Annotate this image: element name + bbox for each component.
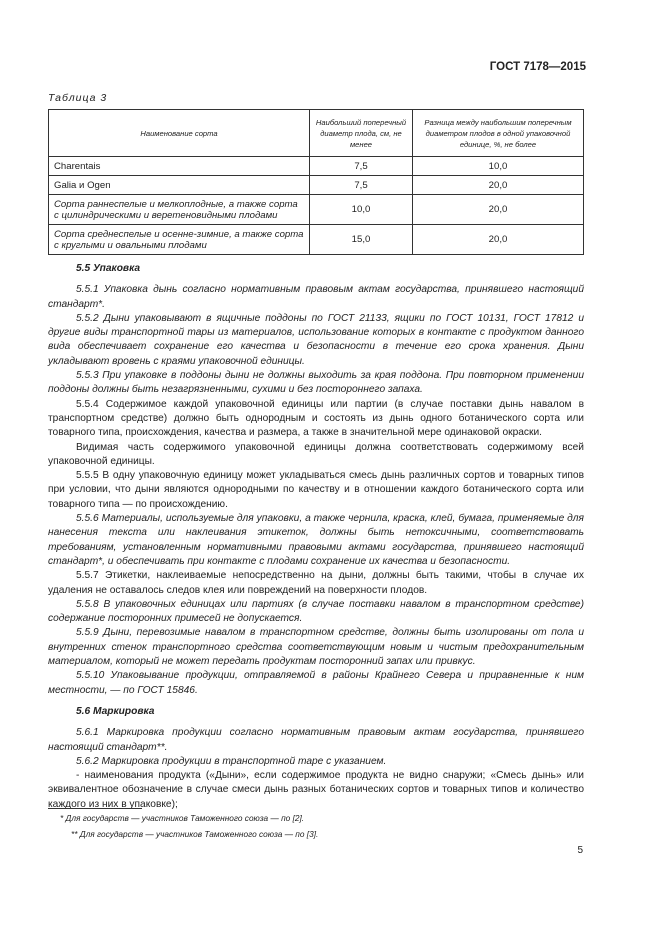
cell-variety: Galia и Ogen (49, 176, 310, 195)
paragraph-5-5-7: 5.5.7 Этикетки, наклеиваемые непосредственно на дыни, должны быть такими, чтобы в случае их удаления не оставалось следов клея или повреждений на поверхности плодов. (48, 570, 584, 596)
document-body (48, 262, 584, 812)
footnote-2: ** Для государств — участников Таможенного союза — по [3]. (71, 829, 319, 839)
paragraph-5-5-6: 5.5.6 Материалы, используемые для упаковки, а также чернила, краска, клей, бумага, применяемые для нанесения текста или наклеивания этикеток, должны быть нетоксичными, соответствовать требованиям, установленным нормативными правовыми актами государства, принявшего настоящий стандарт*, и обеспечивать при контакте с плодами сохранение их качества и безопасности. (48, 513, 584, 567)
section-title-marking: 5.6 Маркировка (76, 705, 155, 717)
paragraph-5-5-8: 5.5.8 В упаковочных единицах или партиях (в случае поставки навалом в транспортном средстве) содержание посторонних примесей не допускается. (48, 598, 584, 625)
document-id: ГОСТ 7178—2015 (489, 61, 586, 73)
col-header-diameter: Наибольший поперечный диаметр плода, см, не менее (310, 110, 413, 157)
paragraph-5-5-2: 5.5.2 Дыни упаковывают в ящичные поддоны по ГОСТ 21133, ящики по ГОСТ 10131, ГОСТ 17812 и другие виды транспортной тары из материалов, использование которых в контакте с продуктом данного вида обеспечивает сохранение его качества и безопасности в течение его срока хранения. Дыни укладывают вровень с краями упаковочной единицы. (48, 312, 584, 367)
paragraph-5-6-2-item: - наименования продукта («Дыни», если содержимое продукта не видно снаружи; «Смесь дынь» или эквивалентное обозначение в случае смеси дынь разных ботанических сортов и товарных типов и количество каждого из них в упаковке); (48, 770, 584, 810)
cell-variety: Charentais (49, 157, 310, 176)
cell-difference: 20,0 (413, 225, 584, 255)
table-row (49, 176, 584, 195)
paragraph-5-5-10: 5.5.10 Упаковывание продукции, отправляемой в районы Крайнего Севера и приравненные к ним местности, — по ГОСТ 15846. (48, 670, 584, 696)
table-row (49, 225, 584, 255)
paragraph-5-5-4-visible: Видимая часть содержимого упаковочной единицы должна соответствовать содержимому всей упаковочной единицы. (48, 441, 584, 467)
cell-difference: 20,0 (413, 195, 584, 225)
col-header-variety: Наименование сорта (49, 110, 310, 157)
footnote-1: * Для государств — участников Таможенного союза — по [2]. (60, 813, 305, 823)
section-title-packaging: 5.5 Упаковка (76, 263, 141, 274)
cell-difference: 10,0 (413, 157, 584, 176)
footnote-separator (48, 808, 142, 809)
paragraph-5-5-4: 5.5.4 Содержимое каждой упаковочной единицы или партии (в случае поставки дынь навалом в транспортном средстве) должно быть однородным и состоять из дынь одного ботанического сорта или товарного типа, происхождения, качества и размера, а также в значительной мере одинаковой окраски. (48, 398, 584, 439)
page-number: 5 (577, 845, 583, 856)
cell-diameter: 15,0 (310, 225, 413, 255)
table-header-row (49, 110, 584, 157)
cell-variety: Сорта среднеспелые и осенне-зимние, а также сорта с круглыми и овальными плодами (49, 225, 310, 255)
paragraph-5-5-3: 5.5.3 При упаковке в поддоны дыни не должны выходить за края поддона. При повторном применении поддоны должны быть незагрязненными, сухими и без постороннего запаха. (48, 370, 584, 396)
table-caption: Таблица 3 (48, 92, 108, 104)
paragraph-5-5-5: 5.5.5 В одну упаковочную единицу может укладываться смесь дынь различных сортов и товарных типов при условии, что дыни являются однородными по качеству и в отношении каждого ботанического сорта или товарного типа — по происхождению. (48, 470, 584, 510)
table-row (49, 195, 584, 225)
cell-diameter: 10,0 (310, 195, 413, 225)
cell-variety: Сорта раннеспелые и мелкоплодные, а также сорта с цилиндрическими и веретеновидными плодами (49, 195, 310, 225)
table-row (49, 157, 584, 176)
paragraph-5-5-1: 5.5.1 Упаковка дынь согласно нормативным правовым актам государства, принявшего настоящий стандарт*. (48, 284, 584, 310)
cell-diameter: 7,5 (310, 157, 413, 176)
cell-difference: 20,0 (413, 176, 584, 195)
cell-diameter: 7,5 (310, 176, 413, 195)
paragraph-5-6-2: 5.6.2 Маркировка продукции в транспортной таре с указанием. (76, 755, 387, 767)
col-header-difference: Разница между наибольшим поперечным диаметром плодов в одной упаковочной единице, %, не более (413, 110, 584, 157)
variety-table (48, 109, 584, 255)
paragraph-5-6-1: 5.6.1 Маркировка продукции согласно нормативным правовым актам государства, принявшего настоящий стандарт**. (48, 727, 584, 753)
paragraph-5-5-9: 5.5.9 Дыни, перевозимые навалом в транспортном средстве, должны быть изолированы от пола и внутренних стенок транспортного средства соответствующим новым и чистым предохранительным материалом, который не может передать продуктам посторонний запах или привкус. (48, 627, 584, 668)
